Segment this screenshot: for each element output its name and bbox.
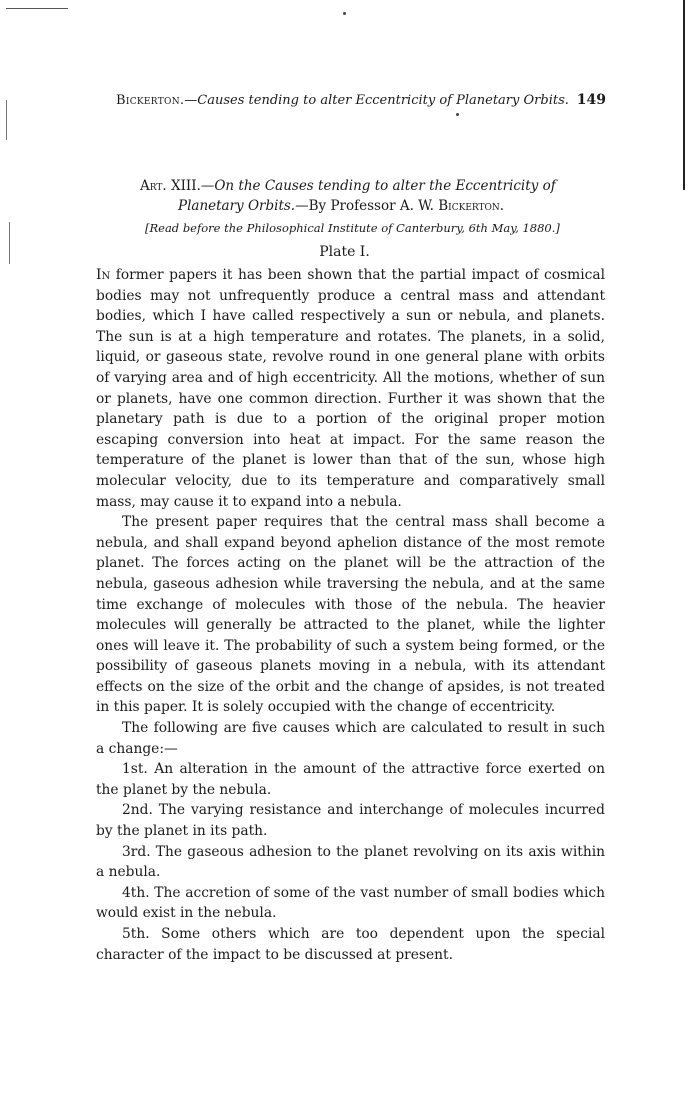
list-item: 4th. The accretion of some of the vast number of small bodies which would exist in the nebula. [96,884,605,922]
article-title-line2 [140,196,570,216]
paragraph-lead: In [96,267,111,283]
scan-corner-rule [6,8,68,9]
running-head-title: —Causes tending to alter Eccentricity of Planetary Orbits. [184,93,569,108]
running-head-author: Bickerton. [116,93,185,108]
scan-edge-mark [683,0,685,190]
article-by: —By Professor A. W. [295,198,439,214]
article-title [140,176,570,216]
article-number: Art. XIII. [140,178,201,194]
plate-label: Plate I. [319,244,370,260]
list-item: 3rd. The gaseous adhesion to the planet revolving on its axis within a nebula. [96,843,605,881]
running-head [116,93,606,108]
body-text [96,265,605,965]
paragraph: In former papers it has been shown that the partial impact of cosmical bodies may not unfrequently produce a central mass and attendant bodies, which I have called respectively a sun or nebula, and planets. The sun is at a high temperature and rotates. The planets, in a solid, liquid, or gaseous state, revolve round in one general plane with orbits of varying area and of high eccentricity. All the motions, whether of sun or planets, have one common direction. Further it was shown that the planetary path is due to a portion of the original proper motion escaping conversion into heat at impact. For the same reason the temperature of the planet is lower than that of the sun, whose high molecular velocity, due to its temperature and comparatively small mass, may cause it to expand into a nebula. [96,267,605,510]
read-note: [Read before the Philosophical Institute of Canterbury, 6th May, 1880.] [145,221,560,235]
list-item: 2nd. The varying resistance and interchange of molecules incurred by the planet in its path. [96,802,605,840]
page-number: 149 [576,92,606,108]
article-author: Bickerton. [438,198,505,214]
paragraph: The following are five causes which are calculated to result in such a change:— [96,720,605,757]
scan-edge-mark [6,100,7,140]
article-title-part1: —On the Causes tending to alter the Eccentricity of [200,178,556,194]
paragraph: The present paper requires that the central mass shall become a nebula, and shall expand beyond aphelion distance of the most remote planet. The forces acting on the planet will be the attraction of the nebula, gaseous adhesion while traversing the nebula, and at the same time exchange of molecules with those of the nebula. The heavier molecules will generally be attracted to the planet, while the lighter ones will leave it. The probability of such a system being formed, or the possibility of gaseous planets moving in a nebula, with its attendant effects on the size of the orbit and the change of apsides, is not treated in this paper. It is solely occupied with the change of eccentricity. [96,514,605,716]
article-title-part2: Planetary Orbits. [178,198,296,214]
list-item: 1st. An alteration in the amount of the attractive force exerted on the planet by the nebula. [96,761,605,798]
scan-speck [343,12,346,15]
list-item: 5th. Some others which are too dependent upon the special character of the impact to be discussed at present. [96,926,605,963]
scan-speck [456,113,459,116]
